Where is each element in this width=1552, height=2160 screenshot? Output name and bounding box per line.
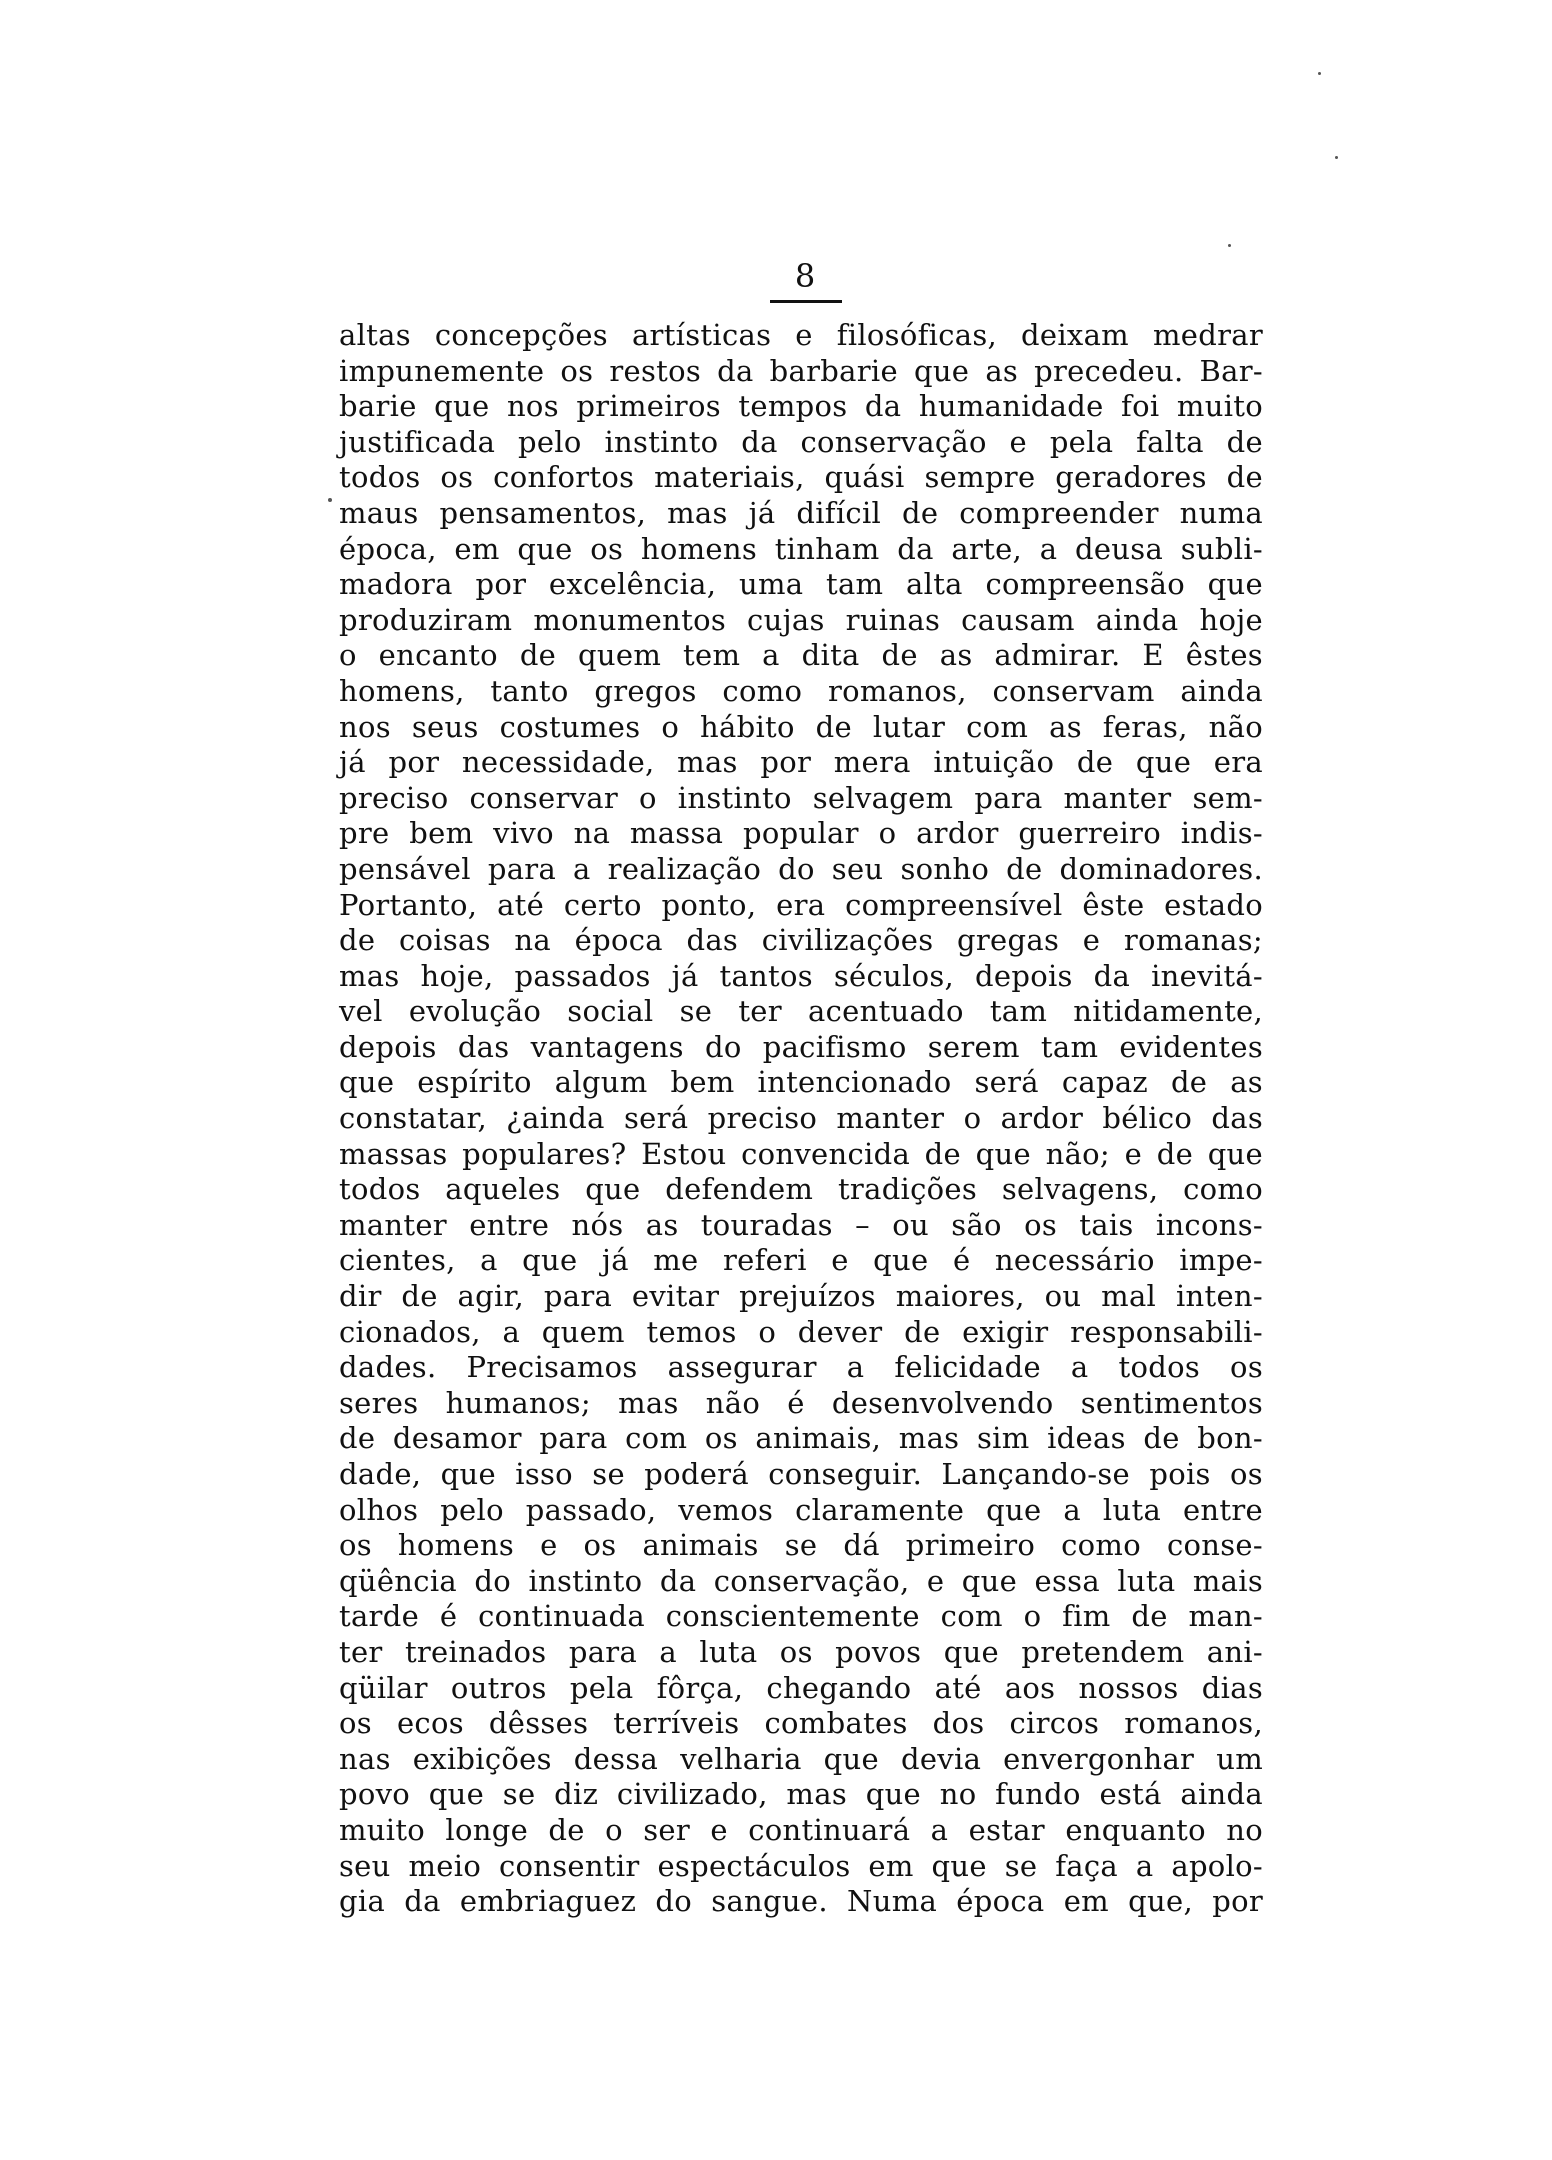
text-line: os ecos dêsses terríveis combates dos circos romanos, <box>339 1706 1263 1741</box>
text-line: ter treinados para a luta os povos que pretendem ani- <box>339 1634 1263 1669</box>
text-line: pre bem vivo na massa popular o ardor guerreiro indis- <box>339 816 1263 851</box>
text-line: gia da embriaguez do sangue. Numa época em que, por <box>339 1884 1263 1919</box>
text-line: dades. Precisamos assegurar a felicidade a todos os <box>339 1350 1263 1385</box>
text-line: de coisas na época das civilizações gregas e romanas; <box>339 923 1263 958</box>
text-line: qüilar outros pela fôrça, chegando até aos nossos dias <box>339 1670 1263 1705</box>
text-line: maus pensamentos, mas já difícil de compreender numa <box>339 495 1263 530</box>
text-line: muito longe de o ser e continuará a estar enquanto no <box>339 1812 1263 1847</box>
text-line: impunemente os restos da barbarie que as precedeu. Bar- <box>339 353 1263 388</box>
text-line: dir de agir, para evitar prejuízos maiores, ou mal inten- <box>339 1279 1263 1314</box>
text-line: tarde é continuada conscientemente com o fim de man- <box>339 1599 1263 1634</box>
text-line: madora por excelência, uma tam alta compreensão que <box>339 567 1263 602</box>
text-line: que espírito algum bem intencionado será capaz de as <box>339 1065 1263 1100</box>
text-line: manter entre nós as touradas – ou são os tais incons- <box>339 1207 1263 1242</box>
text-line: o encanto de quem tem a dita de as admirar. E êstes <box>339 638 1263 673</box>
text-line: os homens e os animais se dá primeiro como conse- <box>339 1528 1263 1563</box>
scan-speck <box>1335 156 1338 159</box>
text-line: cionados, a quem temos o dever de exigir responsabili- <box>339 1314 1263 1349</box>
text-line: nas exibições dessa velharia que devia envergonhar um <box>339 1741 1263 1776</box>
page-number: 8 <box>794 257 816 295</box>
text-line: todos aqueles que defendem tradições selvagens, como <box>339 1172 1263 1207</box>
text-line: qüência do instinto da conservação, e que essa luta mais <box>339 1563 1263 1598</box>
text-line: vel evolução social se ter acentuado tam nitidamente, <box>339 994 1263 1029</box>
text-line: constatar, ¿ainda será preciso manter o ardor bélico das <box>339 1101 1263 1136</box>
text-line: dade, que isso se poderá conseguir. Lançando-se pois os <box>339 1457 1263 1491</box>
text-line: Portanto, até certo ponto, era compreensível êste estado <box>339 887 1263 922</box>
scan-speck <box>1228 244 1231 247</box>
text-line: época, em que os homens tinham da arte, a deusa subli- <box>339 531 1263 566</box>
scan-speck <box>328 498 332 502</box>
text-line: altas concepções artísticas e filosóficas, deixam medrar <box>339 318 1263 352</box>
text-line: produziram monumentos cujas ruinas causam ainda hoje <box>339 602 1263 637</box>
text-line: seu meio consentir espectáculos em que se faça a apolo- <box>339 1848 1263 1883</box>
text-line: massas populares? Estou convencida de que não; e de que <box>339 1136 1263 1171</box>
text-line: já por necessidade, mas por mera intuição de que era <box>339 745 1263 780</box>
text-line: seres humanos; mas não é desenvolvendo sentimentos <box>339 1385 1263 1420</box>
text-line: mas hoje, passados já tantos séculos, depois da inevitá- <box>339 958 1263 993</box>
body-text <box>339 318 1263 1920</box>
text-line: depois das vantagens do pacifismo serem tam evidentes <box>339 1029 1263 1064</box>
text-line: povo que se diz civilizado, mas que no fundo está ainda <box>339 1777 1263 1812</box>
text-line: cientes, a que já me referi e que é necessário impe- <box>339 1243 1263 1278</box>
text-line: de desamor para com os animais, mas sim ideas de bon- <box>339 1421 1263 1456</box>
text-line: todos os confortos materiais, quási sempre geradores de <box>339 460 1263 495</box>
text-line: nos seus costumes o hábito de lutar com as feras, não <box>339 709 1263 744</box>
text-line: pensável para a realização do seu sonho de dominadores. <box>339 851 1263 886</box>
text-line: justificada pelo instinto da conservação e pela falta de <box>339 424 1263 459</box>
text-line: preciso conservar o instinto selvagem para manter sem- <box>339 780 1263 815</box>
text-line: olhos pelo passado, vemos claramente que a luta entre <box>339 1492 1263 1527</box>
scan-speck <box>1318 72 1321 75</box>
page-number-rule <box>770 300 842 303</box>
text-line: homens, tanto gregos como romanos, conservam ainda <box>339 673 1263 708</box>
text-line: barie que nos primeiros tempos da humanidade foi muito <box>339 389 1263 424</box>
